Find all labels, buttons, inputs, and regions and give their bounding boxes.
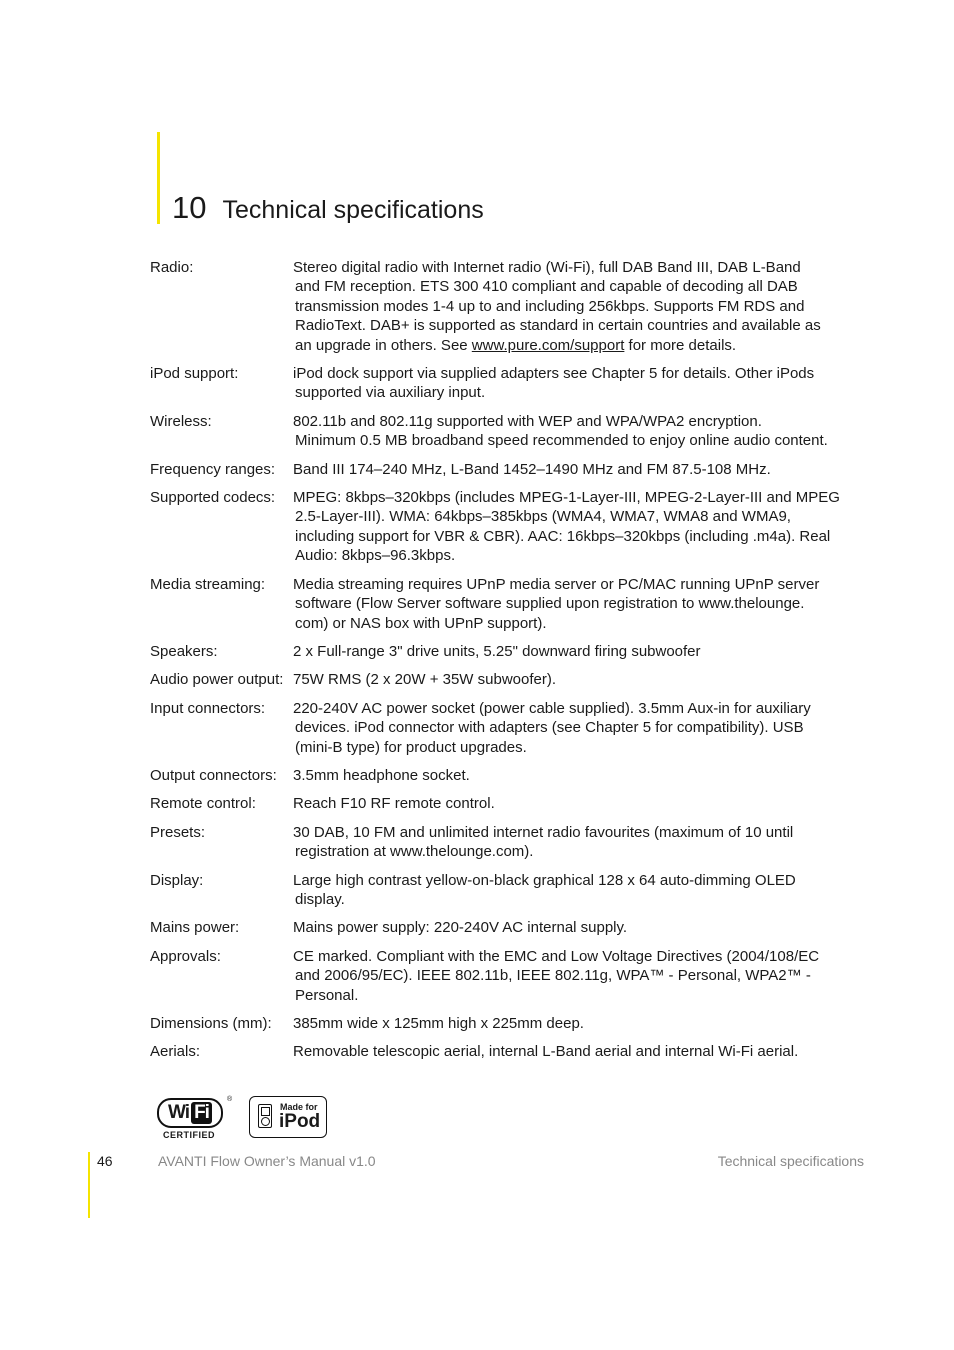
spec-value: 385mm wide x 125mm high x 225mm deep. (293, 1015, 584, 1032)
ipod-icon (258, 1104, 272, 1128)
spec-label: Speakers: (150, 642, 218, 660)
spec-row-remote-control (150, 794, 870, 813)
spec-label: Presets: (150, 823, 206, 841)
spec-value-text: for more details. (624, 336, 737, 354)
spec-row-media-streaming (150, 575, 870, 633)
registered-mark: ® (227, 1096, 233, 1103)
spec-value: 2 x Full-range 3" drive units, 5.25" downward firing subwoofer (293, 642, 701, 660)
spec-value: 30 DAB, 10 FM and unlimited internet radio favourites (maximum of 10 until registration at www.thelounge.com). (293, 823, 794, 861)
spec-label: Radio: (150, 259, 194, 276)
footer-accent-bar (88, 1152, 90, 1218)
spec-row-audio-power (150, 670, 870, 689)
ipod-text: iPod (279, 1111, 321, 1132)
spec-row-frequency-ranges (150, 460, 870, 479)
spec-value: Large high contrast yellow-on-black graphical 128 x 64 auto-dimming OLED display. (293, 871, 796, 908)
wifi-logo-box (157, 1098, 223, 1128)
spec-label: Input connectors: (150, 699, 266, 717)
wifi-certified-text: CERTIFIED (163, 1130, 216, 1140)
spec-row-wireless (150, 412, 870, 451)
page-title: Technical specifications (222, 196, 484, 224)
wifi-logo-wi: Wi (168, 1102, 190, 1123)
spec-value: 220-240V AC power socket (power cable supplied). 3.5mm Aux-in for auxiliary devices. iPod connector with adapters (see Chapter 5 for compatibility). USB (mini-B type) for product upgrades. (293, 699, 811, 756)
spec-label: Mains power: (150, 919, 240, 937)
spec-value: iPod dock support via supplied adapters see Chapter 5 for details. Other iPods supported via auxiliary input. (293, 365, 815, 402)
spec-value: MPEG: 8kbps–320kbps (includes MPEG-1-Layer-III, MPEG-2-Layer-III and MPEG 2.5-Layer-III). WMA: 64kbps–385kbps (WMA4, WMA7, WMA8 and WMA9, including support for VBR & CBR). AAC: 16kbps–320kbps (including .m4a). Real Audio: 8kbps–96.3kbps. (293, 489, 840, 565)
spec-label: Dimensions (mm): (150, 1015, 272, 1032)
spec-value: 3.5mm headphone socket. (293, 766, 470, 784)
spec-row-ipod-support (150, 364, 870, 403)
spec-label: Supported codecs: (150, 489, 276, 507)
spec-row-output-connectors (150, 766, 870, 785)
footer-manual-title: AVANTI Flow Owner’s Manual v1.0 (158, 1153, 376, 1169)
spec-label: Wireless: (150, 412, 212, 430)
spec-row-speakers (150, 642, 870, 661)
spec-value: Reach F10 RF remote control. (293, 795, 495, 813)
spec-row-dimensions (150, 1014, 870, 1033)
footer-section-title: Technical specifications (717, 1153, 864, 1169)
spec-value: Media streaming requires UPnP media server or PC/MAC running UPnP server software (Flow Server software supplied upon registration to www.thelounge. com) or NAS box with UPnP support). (293, 575, 820, 632)
spec-list (150, 258, 870, 1071)
spec-value: Removable telescopic aerial, internal L-Band aerial and internal Wi-Fi aerial. (293, 1043, 799, 1061)
spec-value-text: Stereo digital radio with Internet radio (Wi-Fi), full DAB Band III, DAB L-Band and FM reception. ETS 300 410 compliant and capable of decoding all DAB transmission modes 1-4 up to and including 256kbps. Supports FM RDS and RadioText. DAB+ is supported as standard in certain countries and available as an upgrade in others. See (293, 259, 821, 354)
support-link[interactable]: www.pure.com/support (471, 336, 625, 354)
spec-label: iPod support: (150, 365, 239, 383)
spec-label: Frequency ranges: (150, 460, 276, 478)
spec-row-mains-power (150, 918, 870, 937)
spec-label: Display: (150, 871, 204, 889)
chapter-heading (172, 190, 484, 226)
wifi-certified-logo (157, 1096, 231, 1142)
spec-value (293, 258, 870, 355)
spec-label: Audio power output: (150, 671, 284, 689)
spec-row-aerials (150, 1042, 870, 1061)
certification-logos (157, 1096, 327, 1142)
chapter-accent-bar (157, 132, 160, 224)
spec-row-presets (150, 823, 870, 862)
spec-row-radio (150, 258, 870, 355)
made-for-ipod-logo (249, 1096, 327, 1138)
spec-value: 75W RMS (2 x 20W + 35W subwoofer). (293, 671, 556, 689)
page-number: 46 (97, 1153, 113, 1169)
chapter-number: 10 (172, 190, 207, 225)
spec-value: 802.11b and 802.11g supported with WEP and WPA/WPA2 encryption. Minimum 0.5 MB broadband speed recommended to enjoy online audio content. (293, 412, 828, 450)
spec-label: Aerials: (150, 1043, 201, 1061)
spec-row-supported-codecs (150, 488, 870, 566)
spec-value: Band III 174–240 MHz, L-Band 1452–1490 MHz and FM 87.5-108 MHz. (293, 460, 771, 478)
spec-row-approvals (150, 947, 870, 1005)
wifi-logo-fi: Fi (191, 1102, 212, 1124)
spec-row-display (150, 871, 870, 910)
spec-label: Output connectors: (150, 766, 277, 784)
spec-label: Remote control: (150, 795, 256, 813)
spec-value: CE marked. Compliant with the EMC and Low Voltage Directives (2004/108/EC and 2006/95/EC). IEEE 802.11b, IEEE 802.11g, WPA™ - Personal, WPA2™ - Personal. (293, 947, 820, 1004)
spec-label: Media streaming: (150, 575, 266, 593)
spec-label: Approvals: (150, 947, 221, 965)
spec-row-input-connectors (150, 699, 870, 757)
spec-value: Mains power supply: 220-240V AC internal supply. (293, 919, 628, 937)
made-for-text: Made for (280, 1102, 318, 1112)
